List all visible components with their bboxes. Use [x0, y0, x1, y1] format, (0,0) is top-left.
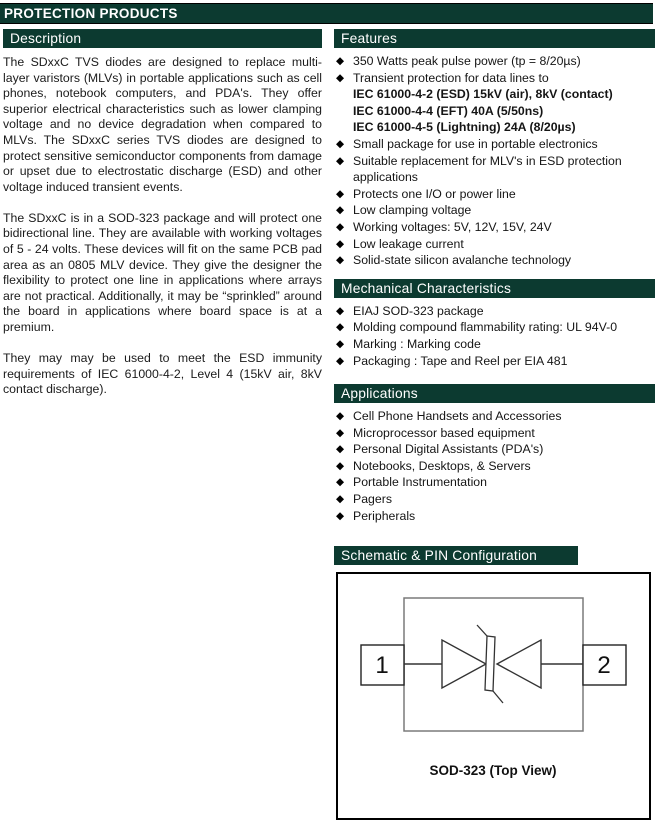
description-paragraph: The SDxxC is in a SOD-323 package and will protect one bidirectional line. They are available with working voltages of 5 - 24 volts. These devices will fit on the same PCB pad area as an 0805 MLV device. They give the designer the flexibility to protect one line in applications where arrays are not practical. Additionally, it may be “sprinkled” around the board in applications where board space is at a premium.	[3, 210, 322, 334]
list-item	[334, 491, 655, 508]
diamond-bullet-icon: ◆	[336, 476, 345, 489]
description-heading: Description	[3, 29, 322, 48]
right-column	[334, 29, 655, 820]
tvs-diode-schematic-drawing	[338, 574, 649, 818]
applications-list	[334, 408, 655, 524]
list-item	[334, 319, 655, 336]
list-item	[334, 186, 655, 203]
application-label: Portable Instrumentation	[353, 475, 487, 490]
diamond-bullet-icon: ◆	[336, 204, 345, 217]
diamond-bullet-icon: ◆	[336, 304, 345, 317]
schematic-diagram	[336, 572, 651, 820]
diamond-bullet-icon: ◆	[336, 137, 345, 150]
list-item	[334, 353, 655, 370]
features-list-continued	[334, 136, 655, 269]
application-label: Cell Phone Handsets and Accessories	[353, 409, 562, 424]
feature-label: Low clamping voltage	[353, 203, 472, 218]
pin1-number: 1	[375, 652, 389, 680]
description-section	[3, 29, 322, 413]
feature-label: Transient protection for data lines to	[353, 70, 549, 85]
list-item	[334, 508, 655, 525]
feature-label: Small package for use in portable electronics	[353, 136, 598, 151]
diamond-bullet-icon: ◆	[336, 493, 345, 506]
diamond-bullet-icon: ◆	[336, 410, 345, 423]
page-title: PROTECTION PRODUCTS	[0, 3, 653, 24]
description-paragraph: The SDxxC TVS diodes are designed to replace multi-layer varistors (MLVs) in portable applications such as cell phones, notebook computers, and PDA's. They offer superior electrical characteristics such as lower clamping voltage and no device degradation when compared to MLVs. The SDxxC series TVS diodes are designed to protect sensitive semiconductor components from damage or upset due to electrostatic discharge (ESD) and other voltage induced transient events.	[3, 55, 322, 194]
zener-bar-bottom-hook	[493, 691, 503, 703]
application-label: Personal Digital Assistants (PDA's)	[353, 442, 544, 457]
mechanical-label: Molding compound flammability rating: UL 94V-0	[353, 320, 618, 335]
diamond-bullet-icon: ◆	[336, 71, 345, 84]
list-item	[334, 303, 655, 320]
zener-bar-top-hook	[477, 625, 487, 636]
diamond-bullet-icon: ◆	[336, 187, 345, 200]
features-heading: Features	[334, 29, 655, 48]
mechanical-list	[334, 303, 655, 369]
mechanical-label: EIAJ SOD-323 package	[353, 303, 484, 318]
application-label: Microprocessor based equipment	[353, 425, 535, 440]
iec-line: IEC 61000-4-2 (ESD) 15kV (air), 8kV (contact)	[353, 87, 613, 102]
diamond-bullet-icon: ◆	[336, 55, 345, 67]
iec-standards-block	[353, 86, 655, 136]
application-label: Notebooks, Desktops, & Servers	[353, 458, 531, 473]
schematic-heading: Schematic & PIN Configuration	[334, 546, 578, 565]
list-item	[334, 219, 655, 236]
list-item	[334, 408, 655, 425]
feature-label: Suitable replacement for MLV's in ESD protection applications	[353, 153, 622, 185]
diamond-bullet-icon: ◆	[336, 337, 345, 350]
diamond-bullet-icon: ◆	[336, 459, 345, 472]
feature-label: Working voltages: 5V, 12V, 15V, 24V	[353, 219, 552, 234]
description-paragraph: They may may be used to meet the ESD immunity requirements of IEC 61000-4-2, Level 4 (15kV air, 8kV contact discharge).	[3, 351, 322, 397]
diamond-bullet-icon: ◆	[336, 509, 345, 522]
diamond-bullet-icon: ◆	[336, 154, 345, 167]
list-item	[334, 458, 655, 475]
application-label: Peripherals	[353, 508, 416, 523]
list-item	[334, 441, 655, 458]
list-item	[334, 474, 655, 491]
diamond-bullet-icon: ◆	[336, 443, 345, 456]
mechanical-label: Marking : Marking code	[353, 336, 481, 351]
application-label: Pagers	[353, 492, 392, 507]
feature-label: Solid-state silicon avalanche technology	[353, 253, 572, 268]
mechanical-heading: Mechanical Characteristics	[334, 279, 655, 298]
list-item	[334, 336, 655, 353]
iec-line: IEC 61000-4-4 (EFT) 40A (5/50ns)	[353, 103, 544, 118]
list-item	[334, 202, 655, 219]
diamond-bullet-icon: ◆	[336, 254, 345, 267]
applications-heading: Applications	[334, 384, 655, 403]
list-item	[334, 153, 655, 186]
diamond-bullet-icon: ◆	[336, 321, 345, 334]
mechanical-label: Packaging : Tape and Reel per EIA 481	[353, 353, 568, 368]
right-diode-triangle	[497, 640, 541, 688]
left-diode-triangle	[442, 640, 486, 688]
zener-bar	[485, 636, 495, 691]
features-list	[334, 53, 655, 86]
diamond-bullet-icon: ◆	[336, 354, 345, 367]
schematic-caption: SOD-323 (Top View)	[429, 763, 557, 779]
list-item	[334, 70, 655, 87]
diamond-bullet-icon: ◆	[336, 220, 345, 233]
diamond-bullet-icon: ◆	[336, 426, 345, 439]
list-item	[334, 136, 655, 153]
list-item	[334, 425, 655, 442]
list-item	[334, 236, 655, 253]
pin2-number: 2	[597, 652, 611, 680]
iec-line: IEC 61000-4-5 (Lightning) 24A (8/20µs)	[353, 120, 576, 135]
list-item	[334, 53, 655, 70]
list-item	[334, 252, 655, 269]
feature-label: 350 Watts peak pulse power (tp = 8/20µs)	[353, 54, 581, 68]
feature-label: Protects one I/O or power line	[353, 186, 516, 201]
diamond-bullet-icon: ◆	[336, 237, 345, 250]
feature-label: Low leakage current	[353, 236, 464, 251]
